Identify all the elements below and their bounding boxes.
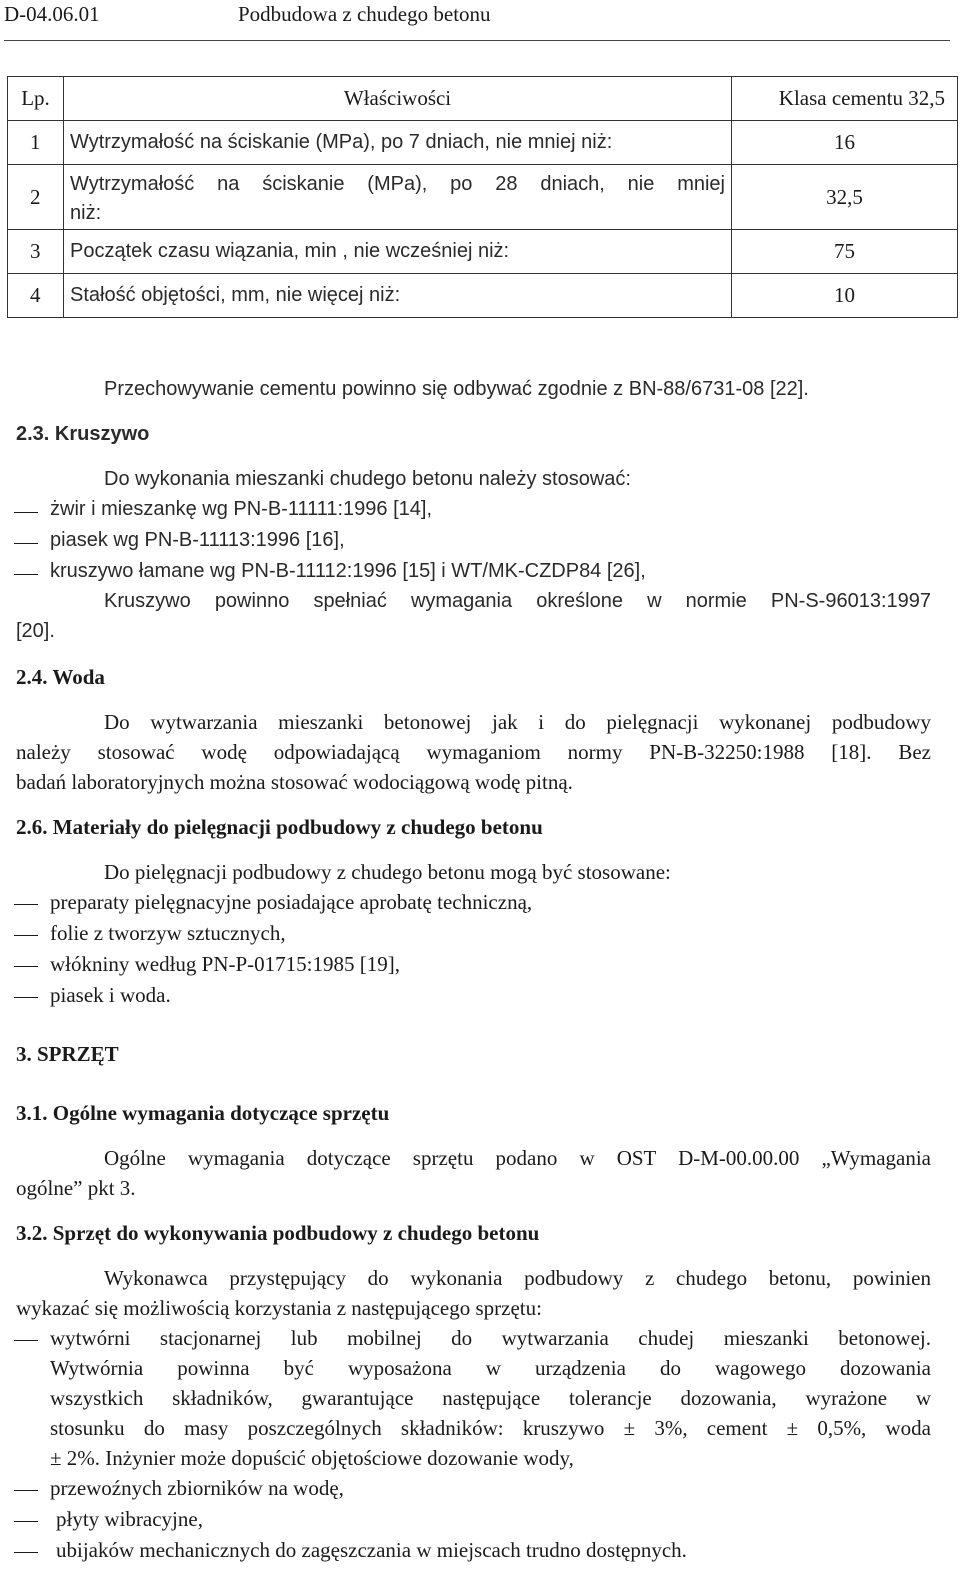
list-item: płyty wibracyjne, (56, 1507, 203, 1531)
section-heading-2-4: 2.4. Woda (16, 665, 105, 689)
list-dash (14, 1490, 38, 1491)
list-dash (14, 935, 38, 936)
section-2-4-line2: należy stosować wodę odpowiadającą wymaganiom normy PN-B-32250:1988 [18]. Bez (16, 740, 931, 764)
section-2-6-intro: Do pielęgnacji podbudowy z chudego betonu mogą być stosowane: (104, 860, 671, 884)
page-header (0, 0, 960, 40)
row-number: 2 (8, 165, 64, 230)
section-heading-3: 3. SPRZĘT (16, 1042, 119, 1066)
equipment-item-line: wszystkich składników, gwarantujące następujące tolerancje dozowania, wyrażone w (50, 1386, 931, 1410)
equipment-item-line: wytwórni stacjonarnej lub mobilnej do wytwarzania chudej mieszanki betonowej. (50, 1326, 931, 1350)
section-heading-3-2: 3.2. Sprzęt do wykonywania podbudowy z chudego betonu (16, 1221, 540, 1245)
row-property-line2: niż: (70, 202, 102, 224)
table-row (8, 121, 958, 165)
list-item: preparaty pielęgnacyjne posiadające aprobatę techniczną, (50, 890, 533, 914)
row-value: 16 (732, 121, 958, 165)
cement-properties-table (7, 76, 958, 318)
section-2-3-paragraph-line2: [20]. (16, 620, 55, 642)
row-value: 10 (732, 274, 958, 318)
row-value: 32,5 (732, 165, 958, 230)
storage-note: Przechowywanie cementu powinno się odbywać zgodnie z BN-88/6731-08 [22]. (104, 378, 809, 400)
section-2-4-line3: badań laboratoryjnych można stosować wodociągową wodę pitną. (16, 770, 573, 794)
list-dash (14, 574, 38, 575)
section-3-2-line2: wykazać się możliwością korzystania z następującego sprzętu: (16, 1296, 542, 1320)
document-title: Podbudowa z chudego betonu (238, 2, 491, 26)
row-property: Wytrzymałość na ściskanie (MPa), po 7 dniach, nie mniej niż: (64, 121, 732, 165)
list-dash (14, 512, 38, 513)
list-item: przewoźnych zbiorników na wodę, (50, 1476, 344, 1500)
equipment-item-line: Wytwórnia powinna być wyposażona w urządzenia do wagowego dozowania (50, 1356, 931, 1380)
section-3-1-line2: ogólne” pkt 3. (16, 1176, 136, 1200)
list-item: ubijaków mechanicznych do zagęszczania w miejscach trudno dostępnych. (56, 1538, 687, 1562)
row-property: Początek czasu wiązania, min , nie wcześniej niż: (64, 230, 732, 274)
list-item: folie z tworzyw sztucznych, (50, 921, 286, 945)
row-property: Stałość objętości, mm, nie więcej niż: (64, 274, 732, 318)
list-item: kruszywo łamane wg PN-B-11112:1996 [15] i WT/MK-CZDP84 [26], (50, 560, 646, 582)
table-row (8, 230, 958, 274)
header-lp: Lp. (8, 77, 64, 121)
row-number: 1 (8, 121, 64, 165)
section-heading-2-6: 2.6. Materiały do pielęgnacji podbudowy z chudego betonu (16, 815, 543, 839)
list-item: piasek i woda. (50, 983, 171, 1007)
equipment-item-line: ± 2%. Inżynier może dopuścić objętościowe dozowanie wody, (50, 1446, 574, 1470)
table-row (8, 274, 958, 318)
header-rule (4, 40, 950, 41)
header-property: Właściwości (64, 77, 732, 121)
list-item: włókniny według PN-P-01715:1985 [19], (50, 952, 400, 976)
list-dash (14, 966, 38, 967)
table-row (8, 165, 958, 230)
row-number: 3 (8, 230, 64, 274)
equipment-item-line: stosunku do masy poszczególnych składników: kruszywo ± 3%, cement ± 0,5%, woda (50, 1416, 931, 1440)
row-property (64, 165, 732, 230)
row-property-line1: Wytrzymałość na ściskanie (MPa), po 28 dniach, nie mniej (70, 173, 725, 195)
list-dash (14, 1340, 38, 1341)
section-heading-3-1: 3.1. Ogólne wymagania dotyczące sprzętu (16, 1101, 390, 1125)
header-class: Klasa cementu 32,5 (732, 77, 958, 121)
list-dash (14, 997, 38, 998)
list-item: piasek wg PN-B-11113:1996 [16], (50, 529, 345, 551)
section-2-3-paragraph-line1: Kruszywo powinno spełniać wymagania określone w normie PN-S-96013:1997 (104, 590, 931, 612)
table-header-row (8, 77, 958, 121)
list-dash (14, 1552, 38, 1553)
list-dash (14, 904, 38, 905)
section-heading-2-3: 2.3. Kruszywo (16, 423, 150, 445)
list-dash (14, 1521, 38, 1522)
section-2-3-intro: Do wykonania mieszanki chudego betonu należy stosować: (104, 468, 631, 490)
row-value: 75 (732, 230, 958, 274)
list-item: żwir i mieszankę wg PN-B-11111:1996 [14], (50, 498, 433, 520)
document-code: D-04.06.01 (4, 2, 100, 26)
row-number: 4 (8, 274, 64, 318)
section-3-2-line1: Wykonawca przystępujący do wykonania podbudowy z chudego betonu, powinien (104, 1266, 931, 1290)
section-3-1-line1: Ogólne wymagania dotyczące sprzętu podano w OST D-M-00.00.00 „Wymagania (104, 1146, 931, 1170)
list-dash (14, 543, 38, 544)
section-2-4-line1: Do wytwarzania mieszanki betonowej jak i do pielęgnacji wykonanej podbudowy (104, 710, 931, 734)
